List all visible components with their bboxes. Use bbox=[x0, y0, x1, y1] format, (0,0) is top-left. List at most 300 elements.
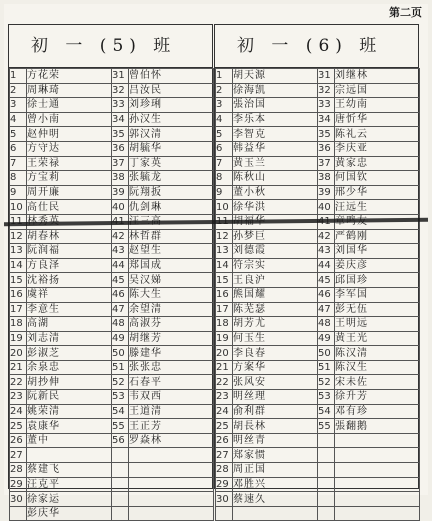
student-name: 汪远生 bbox=[335, 200, 420, 215]
class-6-roster-table bbox=[215, 68, 420, 521]
table-row bbox=[216, 244, 420, 259]
student-number: 21 bbox=[216, 360, 233, 375]
student-name: 王荣禄 bbox=[27, 156, 112, 171]
student-name: 刘志清 bbox=[27, 331, 112, 346]
student-name: 符宗实 bbox=[233, 258, 318, 273]
student-number: 27 bbox=[216, 448, 233, 463]
student-number: 50 bbox=[318, 346, 335, 361]
student-name: 方良泽 bbox=[27, 258, 112, 273]
student-number: 35 bbox=[112, 127, 129, 142]
table-row bbox=[216, 302, 420, 317]
student-name: 徐海凯 bbox=[233, 83, 318, 98]
table-row bbox=[10, 463, 214, 478]
table-row bbox=[10, 317, 214, 332]
table-row bbox=[216, 448, 420, 463]
student-number bbox=[318, 448, 335, 463]
student-number bbox=[318, 492, 335, 507]
student-number: 45 bbox=[318, 273, 335, 288]
student-name: 刘珍琍 bbox=[129, 98, 214, 113]
student-number: 16 bbox=[216, 287, 233, 302]
student-name: 胡抄伸 bbox=[27, 375, 112, 390]
student-number: 30 bbox=[216, 492, 233, 507]
student-name: 孙汉生 bbox=[129, 112, 214, 127]
table-row bbox=[216, 141, 420, 156]
student-number: 7 bbox=[10, 156, 27, 171]
student-name bbox=[27, 448, 112, 463]
student-name: 汪克平 bbox=[27, 477, 112, 492]
student-name: 严鹤刚 bbox=[335, 229, 420, 244]
student-name: 周琳琦 bbox=[27, 83, 112, 98]
student-name: 董中 bbox=[27, 433, 112, 448]
student-name: 黄玉兰 bbox=[233, 156, 318, 171]
student-name: 宗远国 bbox=[335, 83, 420, 98]
student-number: 50 bbox=[112, 346, 129, 361]
student-number: 47 bbox=[318, 302, 335, 317]
student-name: 张张忠 bbox=[129, 360, 214, 375]
student-name: 胡继芳 bbox=[129, 331, 214, 346]
table-row bbox=[216, 346, 420, 361]
student-number: 33 bbox=[318, 98, 335, 113]
class-5-panel bbox=[8, 24, 213, 520]
student-number: 17 bbox=[216, 302, 233, 317]
student-name: 蔡建飞 bbox=[27, 463, 112, 478]
student-name: 高湖 bbox=[27, 317, 112, 332]
table-row bbox=[10, 83, 214, 98]
student-name: 何玉生 bbox=[233, 331, 318, 346]
student-number: 9 bbox=[10, 185, 27, 200]
student-number bbox=[318, 433, 335, 448]
table-row bbox=[10, 200, 214, 215]
student-number: 13 bbox=[216, 244, 233, 259]
student-number: 7 bbox=[216, 156, 233, 171]
student-name: 周开廉 bbox=[27, 185, 112, 200]
table-row bbox=[10, 273, 214, 288]
table-row bbox=[216, 112, 420, 127]
student-number: 55 bbox=[318, 419, 335, 434]
table-row bbox=[10, 287, 214, 302]
table-row bbox=[10, 98, 214, 113]
table-row bbox=[216, 273, 420, 288]
student-number: 20 bbox=[10, 346, 27, 361]
student-number: 48 bbox=[112, 317, 129, 332]
student-number: 49 bbox=[318, 331, 335, 346]
student-name: 邱国珍 bbox=[335, 273, 420, 288]
student-number: 35 bbox=[318, 127, 335, 142]
student-name: 李庆亚 bbox=[335, 141, 420, 156]
student-number: 52 bbox=[112, 375, 129, 390]
student-number: 19 bbox=[216, 331, 233, 346]
student-name: 高仕民 bbox=[27, 200, 112, 215]
student-name bbox=[129, 463, 214, 478]
table-row bbox=[216, 98, 420, 113]
student-name: 王明远 bbox=[335, 317, 420, 332]
student-number: 25 bbox=[10, 419, 27, 434]
table-row bbox=[216, 331, 420, 346]
table-row bbox=[216, 404, 420, 419]
student-number bbox=[318, 506, 335, 521]
student-name bbox=[335, 477, 420, 492]
student-name: 滕建华 bbox=[129, 346, 214, 361]
student-number: 22 bbox=[216, 375, 233, 390]
student-name: 吴汉娣 bbox=[129, 273, 214, 288]
student-name: 胡長林 bbox=[233, 419, 318, 434]
student-number bbox=[112, 506, 129, 521]
student-name: 胡春林 bbox=[27, 229, 112, 244]
table-row bbox=[216, 419, 420, 434]
student-name: 李良春 bbox=[233, 346, 318, 361]
student-name: 彭庆华 bbox=[27, 506, 112, 521]
student-number bbox=[318, 463, 335, 478]
student-number: 29 bbox=[10, 477, 27, 492]
student-name: 韦双西 bbox=[129, 390, 214, 405]
student-name: 陈芜瑟 bbox=[233, 302, 318, 317]
student-number: 29 bbox=[216, 477, 233, 492]
table-row bbox=[10, 185, 214, 200]
table-row bbox=[10, 171, 214, 186]
student-name: 方宝莉 bbox=[27, 171, 112, 186]
student-name: 邓有珍 bbox=[335, 404, 420, 419]
student-number: 18 bbox=[10, 317, 27, 332]
student-number: 34 bbox=[318, 112, 335, 127]
student-number: 20 bbox=[216, 346, 233, 361]
student-number: 33 bbox=[112, 98, 129, 113]
student-number: 3 bbox=[216, 98, 233, 113]
student-number: 43 bbox=[112, 244, 129, 259]
student-number: 12 bbox=[216, 229, 233, 244]
student-number: 45 bbox=[112, 273, 129, 288]
student-number: 49 bbox=[112, 331, 129, 346]
student-number: 4 bbox=[10, 112, 27, 127]
student-number bbox=[10, 506, 27, 521]
student-name bbox=[335, 492, 420, 507]
student-name: 明丝理 bbox=[233, 390, 318, 405]
student-number: 48 bbox=[318, 317, 335, 332]
student-name: 陈礼云 bbox=[335, 127, 420, 142]
table-row bbox=[216, 287, 420, 302]
student-name: 張翻鹅 bbox=[335, 419, 420, 434]
student-name: 刘国华 bbox=[335, 244, 420, 259]
student-number: 22 bbox=[10, 375, 27, 390]
student-number: 53 bbox=[318, 390, 335, 405]
student-name: 孙梦巨 bbox=[233, 229, 318, 244]
student-name: 方守达 bbox=[27, 141, 112, 156]
student-name bbox=[129, 477, 214, 492]
table-row bbox=[10, 433, 214, 448]
student-number: 36 bbox=[318, 141, 335, 156]
table-row bbox=[216, 127, 420, 142]
student-name: 吕汝民 bbox=[129, 83, 214, 98]
student-name: 余望清 bbox=[129, 302, 214, 317]
student-name: 黄王光 bbox=[335, 331, 420, 346]
student-name: 阮翔扳 bbox=[129, 185, 214, 200]
student-name: 陈汉生 bbox=[335, 360, 420, 375]
student-name: 胡毓华 bbox=[129, 141, 214, 156]
student-number: 2 bbox=[10, 83, 27, 98]
student-number bbox=[216, 506, 233, 521]
student-number bbox=[112, 448, 129, 463]
student-number: 36 bbox=[112, 141, 129, 156]
student-name: 刘继林 bbox=[335, 69, 420, 84]
student-name: 阮润福 bbox=[27, 244, 112, 259]
table-row bbox=[216, 83, 420, 98]
student-name: 徐家运 bbox=[27, 492, 112, 507]
student-name bbox=[335, 463, 420, 478]
student-name: 虞祥 bbox=[27, 287, 112, 302]
student-number: 5 bbox=[10, 127, 27, 142]
table-row bbox=[10, 375, 214, 390]
student-name bbox=[335, 433, 420, 448]
student-number: 53 bbox=[112, 390, 129, 405]
table-row bbox=[10, 127, 214, 142]
table-row bbox=[10, 258, 214, 273]
student-number: 14 bbox=[216, 258, 233, 273]
student-number: 43 bbox=[318, 244, 335, 259]
table-row bbox=[216, 171, 420, 186]
student-name: 韩益华 bbox=[233, 141, 318, 156]
student-name: 徐华洪 bbox=[233, 200, 318, 215]
student-number: 37 bbox=[112, 156, 129, 171]
student-number: 6 bbox=[216, 141, 233, 156]
student-name: 蔡速久 bbox=[233, 492, 318, 507]
table-row bbox=[10, 506, 214, 521]
student-name: 郭汉清 bbox=[129, 127, 214, 142]
student-name: 石春平 bbox=[129, 375, 214, 390]
student-number: 13 bbox=[10, 244, 27, 259]
student-number bbox=[112, 492, 129, 507]
student-number: 54 bbox=[112, 404, 129, 419]
student-number: 37 bbox=[318, 156, 335, 171]
table-row bbox=[10, 492, 214, 507]
student-number: 26 bbox=[216, 433, 233, 448]
table-row bbox=[216, 463, 420, 478]
student-name: 邓胜兴 bbox=[233, 477, 318, 492]
table-row bbox=[216, 229, 420, 244]
student-name: 熊国耀 bbox=[233, 287, 318, 302]
student-number: 44 bbox=[318, 258, 335, 273]
student-number: 42 bbox=[318, 229, 335, 244]
page-number: 第二页 bbox=[389, 6, 422, 19]
student-number: 44 bbox=[112, 258, 129, 273]
student-number: 28 bbox=[10, 463, 27, 478]
student-name: 袁康华 bbox=[27, 419, 112, 434]
student-number: 32 bbox=[112, 83, 129, 98]
student-name: 林哲群 bbox=[129, 229, 214, 244]
student-name: 陈秋山 bbox=[233, 171, 318, 186]
student-name: 胡天源 bbox=[233, 69, 318, 84]
student-number: 24 bbox=[216, 404, 233, 419]
student-name bbox=[129, 506, 214, 521]
student-number: 2 bbox=[216, 83, 233, 98]
student-name: 李意生 bbox=[27, 302, 112, 317]
student-name: 郑家惯 bbox=[233, 448, 318, 463]
student-name: 李智克 bbox=[233, 127, 318, 142]
class-5-title: 初 一 (5) 班 bbox=[9, 25, 212, 68]
student-name: 余泉忠 bbox=[27, 360, 112, 375]
student-name: 邢少华 bbox=[335, 185, 420, 200]
table-row bbox=[10, 69, 214, 84]
student-name: 张毓龙 bbox=[129, 171, 214, 186]
student-number: 18 bbox=[216, 317, 233, 332]
student-number: 16 bbox=[10, 287, 27, 302]
table-row bbox=[216, 506, 420, 521]
student-number: 1 bbox=[10, 69, 27, 84]
student-name: 方花荣 bbox=[27, 69, 112, 84]
student-name: 彭无伍 bbox=[335, 302, 420, 317]
student-name: 陈大生 bbox=[129, 287, 214, 302]
student-number: 25 bbox=[216, 419, 233, 434]
student-number: 23 bbox=[216, 390, 233, 405]
student-number: 24 bbox=[10, 404, 27, 419]
student-number: 39 bbox=[318, 185, 335, 200]
table-row bbox=[216, 492, 420, 507]
student-name bbox=[129, 448, 214, 463]
student-number: 8 bbox=[216, 171, 233, 186]
student-number bbox=[112, 463, 129, 478]
student-number: 8 bbox=[10, 171, 27, 186]
student-name: 陈汉清 bbox=[335, 346, 420, 361]
student-number: 27 bbox=[10, 448, 27, 463]
table-row bbox=[10, 244, 214, 259]
student-number: 14 bbox=[10, 258, 27, 273]
student-number: 12 bbox=[10, 229, 27, 244]
student-name: 高淑芬 bbox=[129, 317, 214, 332]
student-number: 42 bbox=[112, 229, 129, 244]
student-number: 15 bbox=[10, 273, 27, 288]
table-row bbox=[10, 404, 214, 419]
student-number: 38 bbox=[318, 171, 335, 186]
student-number: 23 bbox=[10, 390, 27, 405]
student-name: 罗焱林 bbox=[129, 433, 214, 448]
student-number: 26 bbox=[10, 433, 27, 448]
student-number bbox=[112, 477, 129, 492]
student-name: 刘德霞 bbox=[233, 244, 318, 259]
student-name bbox=[129, 492, 214, 507]
student-name: 姜庆彦 bbox=[335, 258, 420, 273]
student-name: 曾伯怀 bbox=[129, 69, 214, 84]
student-number: 21 bbox=[10, 360, 27, 375]
student-number: 52 bbox=[318, 375, 335, 390]
student-number: 47 bbox=[112, 302, 129, 317]
table-row bbox=[10, 477, 214, 492]
student-name: 胡芳尤 bbox=[233, 317, 318, 332]
student-number: 15 bbox=[216, 273, 233, 288]
student-name: 俞利群 bbox=[233, 404, 318, 419]
class-5-roster-table bbox=[9, 68, 214, 521]
table-row bbox=[10, 331, 214, 346]
student-name bbox=[335, 506, 420, 521]
table-row bbox=[216, 477, 420, 492]
student-number: 34 bbox=[112, 112, 129, 127]
table-row bbox=[216, 258, 420, 273]
student-number bbox=[318, 477, 335, 492]
student-number: 39 bbox=[112, 185, 129, 200]
student-name bbox=[233, 506, 318, 521]
table-row bbox=[216, 69, 420, 84]
student-number: 31 bbox=[112, 69, 129, 84]
student-name: 仇剑琳 bbox=[129, 200, 214, 215]
student-name: 王幼南 bbox=[335, 98, 420, 113]
student-name: 阮新民 bbox=[27, 390, 112, 405]
student-number: 51 bbox=[318, 360, 335, 375]
table-row bbox=[10, 390, 214, 405]
student-number: 38 bbox=[112, 171, 129, 186]
table-row bbox=[10, 141, 214, 156]
student-name: 赵望生 bbox=[129, 244, 214, 259]
student-number: 51 bbox=[112, 360, 129, 375]
roster-sheet bbox=[4, 4, 428, 520]
student-name: 黄家忠 bbox=[335, 156, 420, 171]
student-number: 10 bbox=[216, 200, 233, 215]
student-number: 28 bbox=[216, 463, 233, 478]
table-row bbox=[10, 302, 214, 317]
student-name: 王良沪 bbox=[233, 273, 318, 288]
table-row bbox=[216, 200, 420, 215]
table-row bbox=[216, 433, 420, 448]
student-number: 5 bbox=[216, 127, 233, 142]
table-row bbox=[10, 448, 214, 463]
table-row bbox=[216, 185, 420, 200]
student-name: 丁家英 bbox=[129, 156, 214, 171]
student-number: 40 bbox=[112, 200, 129, 215]
student-name: 王正芳 bbox=[129, 419, 214, 434]
table-row bbox=[216, 375, 420, 390]
student-name: 彭淑芝 bbox=[27, 346, 112, 361]
student-number: 55 bbox=[112, 419, 129, 434]
student-name: 何国钦 bbox=[335, 171, 420, 186]
class-6-title: 初 一 (6) 班 bbox=[215, 25, 418, 68]
student-number: 9 bbox=[216, 185, 233, 200]
table-row bbox=[10, 360, 214, 375]
table-row bbox=[10, 112, 214, 127]
table-row bbox=[10, 229, 214, 244]
student-name: 张风安 bbox=[233, 375, 318, 390]
student-name: 周正国 bbox=[233, 463, 318, 478]
student-name: 曾小南 bbox=[27, 112, 112, 127]
table-row bbox=[216, 317, 420, 332]
table-row bbox=[10, 346, 214, 361]
student-number: 56 bbox=[112, 433, 129, 448]
student-name: 徐升芳 bbox=[335, 390, 420, 405]
student-number: 31 bbox=[318, 69, 335, 84]
table-row bbox=[10, 156, 214, 171]
student-name: 李乐本 bbox=[233, 112, 318, 127]
student-name: 董小秋 bbox=[233, 185, 318, 200]
student-name: 李军国 bbox=[335, 287, 420, 302]
class-6-panel bbox=[214, 24, 419, 505]
student-name: 赵仲明 bbox=[27, 127, 112, 142]
student-number: 30 bbox=[10, 492, 27, 507]
student-name: 宋未佐 bbox=[335, 375, 420, 390]
student-name: 王道清 bbox=[129, 404, 214, 419]
student-number: 1 bbox=[216, 69, 233, 84]
student-number: 32 bbox=[318, 83, 335, 98]
student-name: 沈裕扬 bbox=[27, 273, 112, 288]
student-name: 郑国成 bbox=[129, 258, 214, 273]
student-number: 3 bbox=[10, 98, 27, 113]
student-name: 方案华 bbox=[233, 360, 318, 375]
student-number: 40 bbox=[318, 200, 335, 215]
student-name: 明丝青 bbox=[233, 433, 318, 448]
student-number: 6 bbox=[10, 141, 27, 156]
student-number: 46 bbox=[112, 287, 129, 302]
student-number: 10 bbox=[10, 200, 27, 215]
student-name: 徐士通 bbox=[27, 98, 112, 113]
student-name: 唐忻华 bbox=[335, 112, 420, 127]
table-row bbox=[216, 156, 420, 171]
student-number: 4 bbox=[216, 112, 233, 127]
student-name: 姚荣清 bbox=[27, 404, 112, 419]
student-number: 46 bbox=[318, 287, 335, 302]
